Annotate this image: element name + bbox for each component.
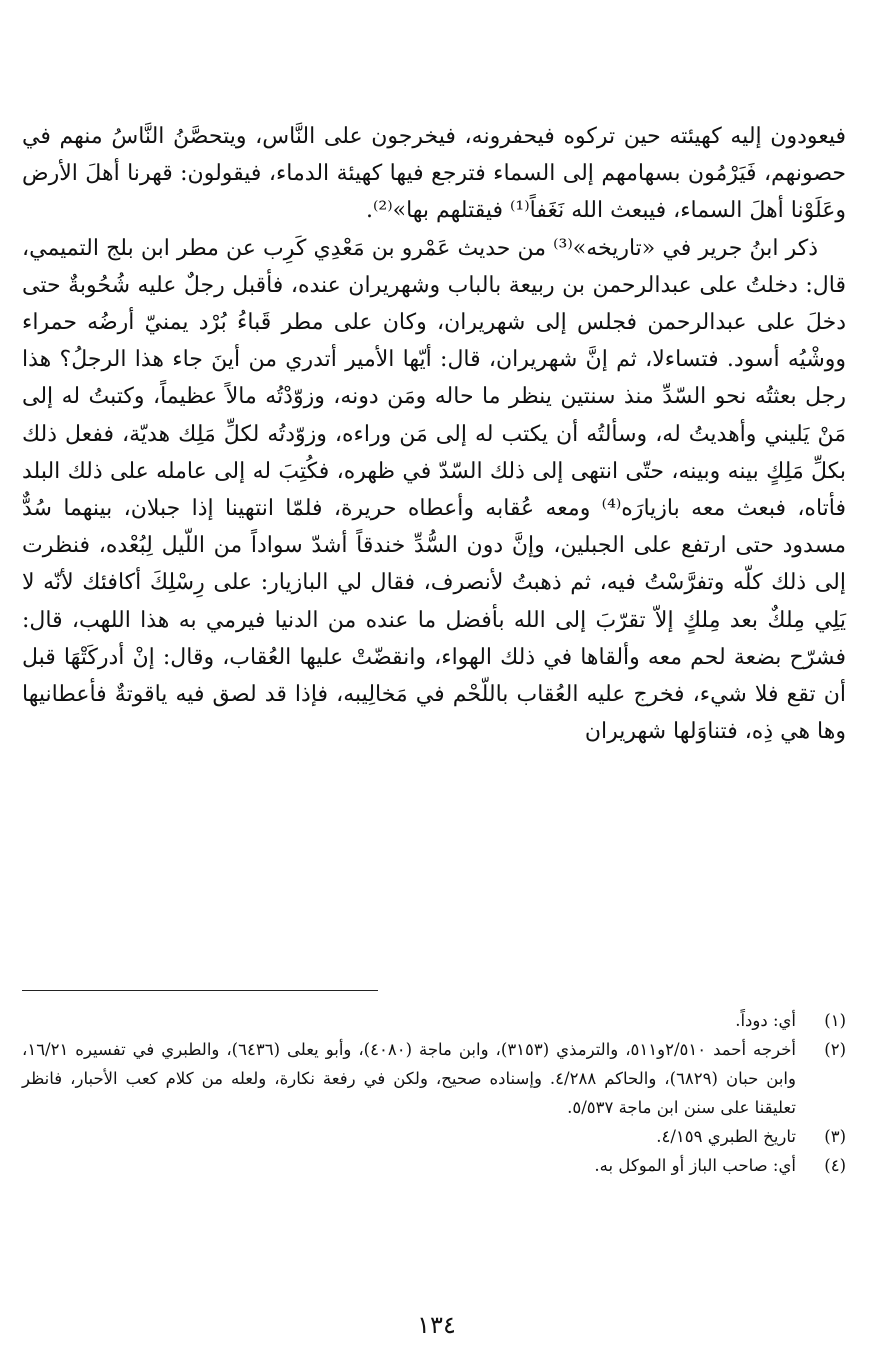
paragraph-ibn-jarir: ذكر ابنُ جرير في «تاريخه»⁽³⁾ من حديث عَمْرو بن مَعْدِي كَرِب عن مطر ابن بلج التميمي، قال: دخلتُ على عبدالرحمن بن ربيعة بالباب وشهريران عنده، فأقبل رجلٌ عليه شُحُوبةٌ حتى دخلَ على عبدالرحمن فجلس إلى شهريران، وكان على مطر قَباءُ بُرْد يمنيّ أرضُه حمراء ووشْيُه أسود. فتساءلا، ثم إنَّ شهريران، قال: أيّها الأمير أتدري من أينَ جاء هذا الرجلُ؟ هذا رجل بعثتُه نحو السّدِّ منذ سنتين ينظر ما حاله ومَن دونه، وزوّدْتُه مالاً عظيماً، وكتبتُ له إلى مَنْ يَليني وأهديتُ له، وسألتُه أن يكتب له إلى مَن وراءه، وزوّدتُه لكلِّ مَلِك هديّة، ففعل ذلك بكلِّ مَلِكٍ بينه وبينه، حتّى انتهى إلى ذلك السّدّ في ظهره، فكُتِبَ له إلى عامله على ذلك البلد فأتاه، فبعث معه بازيارَه⁽⁴⁾ ومعه عُقابه وأعطاه حريرة، فلمّا انتهينا إذا جبلان، بينهما سُدٌّ مسدود حتى ارتفع على الجبلين، وإنَّ دون السُّدِّ خندقاً أشدّ سواداً من اللّيل لِبُعْده، فنظرت إلى ذلك كلّه وتفرَّسْتُ فيه، ثم ذهبتُ لأنصرف، فقال لي البازيار: على رِسْلِكَ أكافئك لأنّه لا يَلِي مِلكٌ بعد مِلكٍ إلاّ تقرّبَ إلى الله بأفضل ما عنده من الدنيا فيرمي به هذا اللهب، قال: فشرّح بضعة لحم معه وألقاها في ذلك الهواء، وانقضّتْ عليها العُقاب، وقال: إنْ أدركَتْهَا قبل أن تقع فلا شيء، فخرج عليه العُقاب باللّحْم في مَخالِيبه، فإذا قد لصق فيه ياقوتةٌ فأعطانيها وها هي ذِه، فتناوَلها شهريران (22, 235, 846, 745)
footnote (22, 1151, 846, 1180)
footnote-number: (١) (824, 1011, 846, 1030)
footnote-number: (٤) (824, 1156, 846, 1175)
footnote (22, 1122, 846, 1151)
footnote-number: (٣) (824, 1127, 846, 1146)
footnote-text: أي: دوداً. (735, 1011, 796, 1030)
footnotes (22, 1006, 846, 1180)
footnote-text: أي: صاحب الباز أو الموكل به. (594, 1156, 796, 1175)
footnote-text: أخرجه أحمد ٢/٥١٠و٥١١، والترمذي (٣١٥٣)، وابن ماجة (٤٠٨٠)، وأبو يعلى (٦٤٣٦)، والطبري في تفسيره ١٦/٢١، وابن حبان (٦٨٢٩)، والحاكم ٤/٢٨٨. وإسناده صحيح، ولكن في رفعة نكارة، ولعله من كلام كعب الأحبار، فانظر تعليقنا على سنن ابن ماجة ٥/٥٣٧. (22, 1040, 796, 1117)
page-number: ١٣٤ (417, 1311, 456, 1339)
main-text (22, 118, 846, 750)
footnote-separator (22, 990, 378, 991)
footnote (22, 1035, 846, 1122)
footnote-number: (٢) (824, 1040, 846, 1059)
footnote-text: تاريخ الطبري ٤/١٥٩. (656, 1127, 796, 1146)
footnote (22, 1006, 846, 1035)
paragraph-continuation: فيعودون إليه كهيئته حين تركوه فيحفرونه، فيخرجون على النَّاس، ويتحصَّنُ النَّاسُ منهم في حصونهم، فَيَرْمُون بسهامهم إلى السماء فترجع فيها كهيئة الدماء، فيقولون: قهرنا أهلَ الأرض وعَلَوْنا أهلَ السماء، فيبعث الله نَغَفاً⁽¹⁾ فيقتلهم بها»⁽²⁾. (22, 124, 846, 224)
